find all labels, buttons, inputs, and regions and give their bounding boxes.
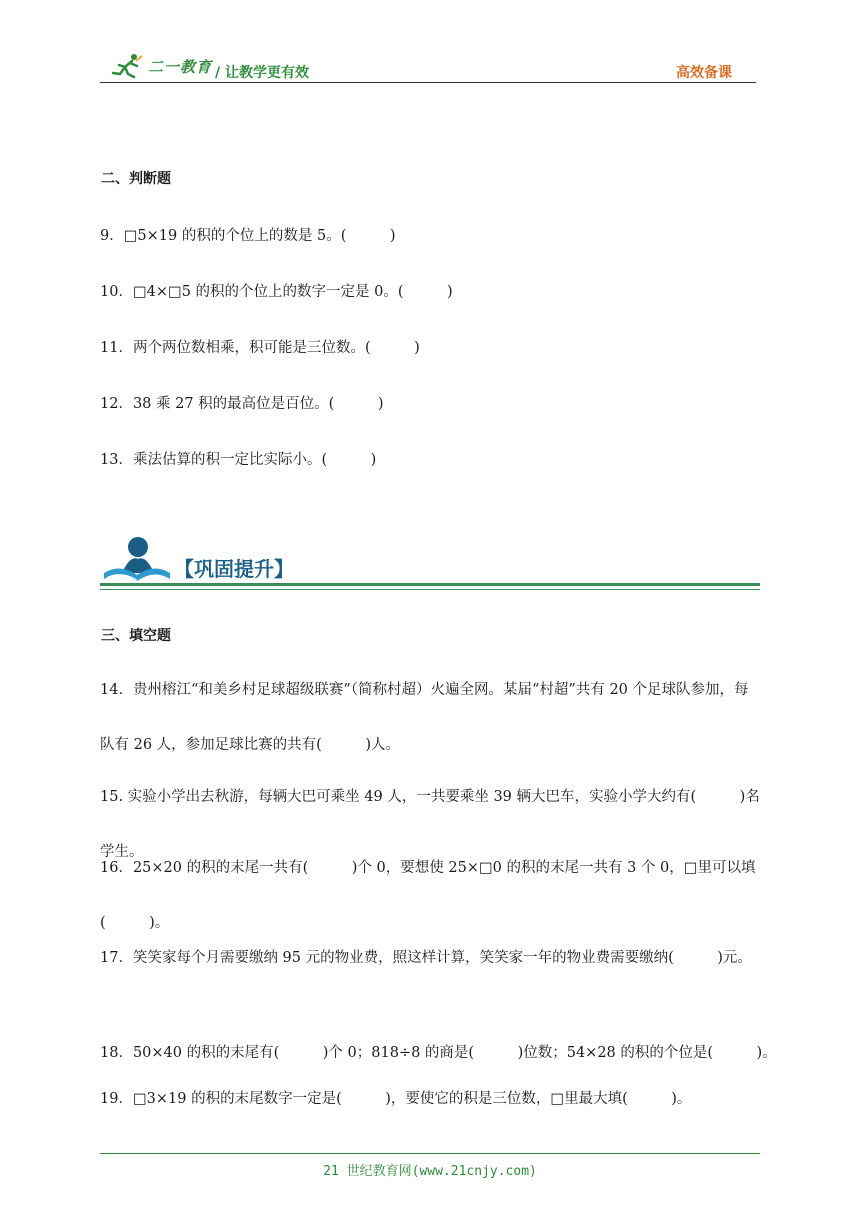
page-header: [100, 52, 760, 84]
logo-text: 二一教育: [148, 57, 213, 76]
banner-divider-thin: [100, 589, 760, 590]
section-title-fill-blank: 三、填空题: [101, 628, 171, 644]
section-title-judgement: 二、判断题: [101, 171, 171, 187]
banner-divider-thick: [100, 583, 760, 586]
question-10: 10．□4×□5 的积的个位上的数字一定是 0。( ): [100, 284, 453, 300]
footer-text: 21 世纪教育网(www.21cnjy.com): [323, 1164, 537, 1179]
question-19: 19．□3×19 的积的末尾数字一定是( )，要使它的积是三位数，□里最大填( )。: [100, 1091, 692, 1107]
question-11: 11．两个两位数相乘，积可能是三位数。( ): [100, 340, 420, 356]
reader-book-icon: [100, 533, 174, 583]
runner-logo-icon: [110, 52, 144, 80]
consolidation-banner: [100, 533, 760, 595]
banner-title: 【巩固提升】: [174, 557, 294, 581]
header-slogan: / 让教学更有效: [215, 65, 309, 81]
question-14: 14．贵州榕江“和美乡村足球超级联赛”（简称村超）火遍全网。某届“村超”共有 20 个足球队参加，每队有 26 人，参加足球比赛的共有( )人。: [100, 682, 749, 753]
question-15: 15. 实验小学出去秋游，每辆大巴可乘坐 49 人，一共要乘坐 39 辆大巴车，实验小学大约有( )名学生。: [100, 789, 760, 860]
footer-divider: [100, 1153, 760, 1154]
question-17: 17．笑笑家每个月需要缴纳 95 元的物业费，照这样计算，笑笑家一年的物业费需要缴纳( )元。: [100, 950, 752, 966]
question-9: 9．□5×19 的积的个位上的数是 5。( ): [100, 228, 396, 244]
header-divider: [100, 82, 756, 83]
logo: [110, 52, 212, 80]
question-18: 18．50×40 的积的末尾有( )个 0；818÷8 的商是( )位数；54×28 的积的个位是( )。: [100, 1045, 777, 1061]
question-16: 16．25×20 的积的末尾一共有( )个 0，要想使 25×□0 的积的末尾一共有 3 个 0，□里可以填( )。: [100, 860, 756, 931]
header-right-label: 高效备课: [676, 65, 732, 81]
question-13: 13．乘法估算的积一定比实际小。( ): [100, 452, 377, 468]
question-12: 12．38 乘 27 积的最高位是百位。( ): [100, 396, 384, 412]
